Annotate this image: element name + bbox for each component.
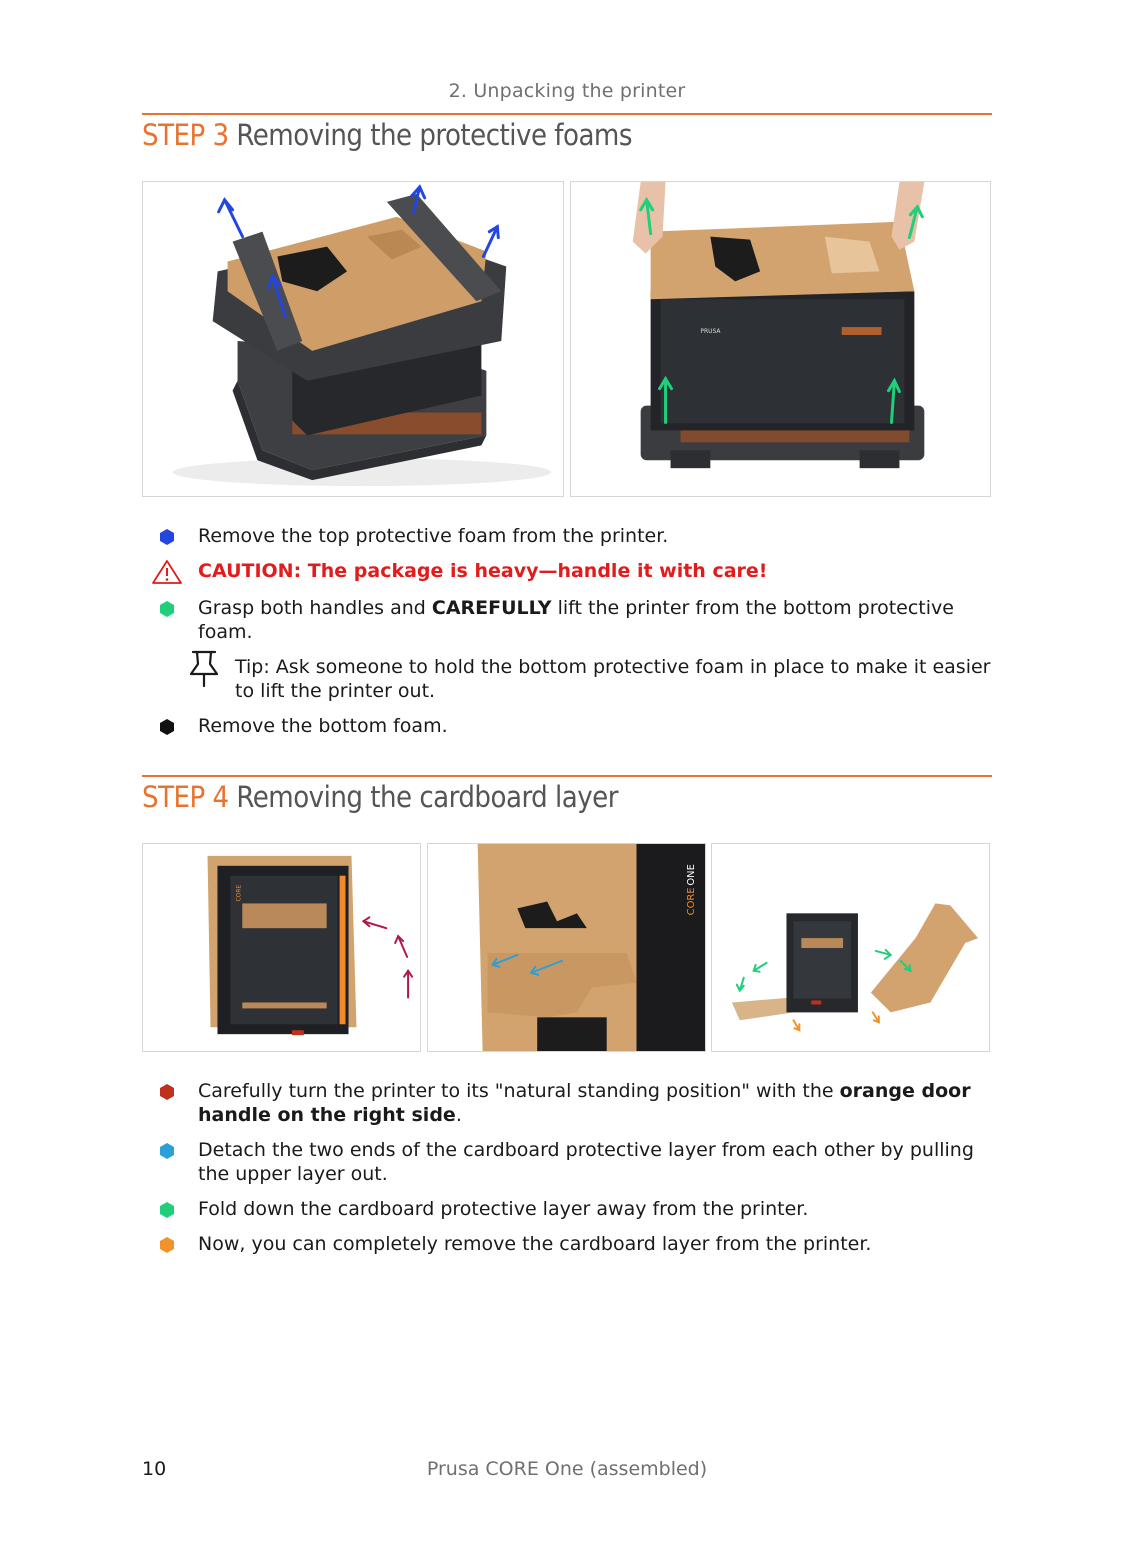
- step-4-item-4-text: Now, you can completely remove the cardboard layer from the printer.: [198, 1233, 872, 1255]
- prusa-logo: PRUSA: [700, 328, 721, 336]
- step-3-title: Removing the protective foams: [236, 118, 632, 152]
- page-number: 10: [142, 1458, 167, 1480]
- step-4-item-2: [150, 1138, 990, 1186]
- cyan-hexagon-icon: [160, 1143, 174, 1159]
- lifting-printer-photo: [570, 181, 991, 497]
- red-hexagon-icon: [160, 1084, 174, 1100]
- step-4-item-1-emphasis: orange door handle on the right side: [198, 1080, 971, 1126]
- step-3-heading: [142, 118, 632, 152]
- printer-in-foam-photo: [142, 181, 564, 497]
- tip-text: Tip: Ask someone to hold the bottom protective foam in place to make it easier to lift the printer out.: [235, 656, 991, 702]
- document-title-footer: Prusa CORE One (assembled): [426, 1458, 708, 1480]
- step-3-item-2-text-b: lift the printer from the bottom protective foam.: [198, 597, 954, 643]
- step-3-item-2-text-a: Grasp both handles and: [198, 597, 432, 619]
- green-hexagon-icon: [160, 1202, 174, 1218]
- black-hexagon-icon: [160, 719, 174, 735]
- step-3-item-2: [150, 596, 990, 644]
- step-4-item-3: [150, 1197, 990, 1221]
- step-3-instructions: [150, 524, 990, 644]
- caution-text: CAUTION: The package is heavy—handle it with care!: [198, 560, 768, 582]
- step-3-item-1: [150, 524, 990, 548]
- header-rule: [142, 113, 992, 115]
- step-4-item-1-text-b: .: [455, 1104, 462, 1126]
- step-4-item-1-text-a: Carefully turn the printer to its "natural standing position" with the: [198, 1080, 840, 1102]
- step-4-title: Removing the cardboard layer: [236, 780, 618, 814]
- running-header: 2. Unpacking the printer: [448, 80, 686, 102]
- orange-hexagon-icon: [160, 1237, 174, 1253]
- cardboard-folded-photo: [711, 843, 990, 1052]
- core-one-label: CORE: [686, 887, 698, 916]
- step-4-item-1: [150, 1079, 990, 1127]
- warning-triangle-icon: [151, 559, 183, 585]
- step-3-instructions-cont: [150, 714, 990, 738]
- step-4-rule: [142, 775, 992, 777]
- printer-standing-photo: [142, 843, 421, 1052]
- blue-hexagon-icon: [160, 529, 174, 545]
- step-3-item-1-text: Remove the top protective foam from the printer.: [198, 525, 669, 547]
- step-3-caution: [150, 559, 990, 583]
- step-4-item-4: [150, 1232, 990, 1256]
- one-label: ONE: [686, 864, 698, 886]
- step-4-instructions: [150, 1079, 990, 1256]
- core-label: CORE: [235, 884, 243, 902]
- step-3-item-3: [150, 714, 990, 738]
- step-4-number: STEP 4: [142, 780, 229, 814]
- green-hexagon-icon: [160, 601, 174, 617]
- step-3-item-3-text: Remove the bottom foam.: [198, 715, 448, 737]
- step-3-item-2-emphasis: CAREFULLY: [431, 597, 552, 619]
- step-4-heading: [142, 780, 618, 814]
- step-4-item-2-text: Detach the two ends of the cardboard protective layer from each other by pulling the upper layer out.: [198, 1139, 974, 1185]
- cardboard-detail-photo: [427, 843, 706, 1052]
- step-4-item-3-text: Fold down the cardboard protective layer away from the printer.: [198, 1198, 809, 1220]
- pushpin-icon: [187, 648, 221, 688]
- step-3-number: STEP 3: [142, 118, 229, 152]
